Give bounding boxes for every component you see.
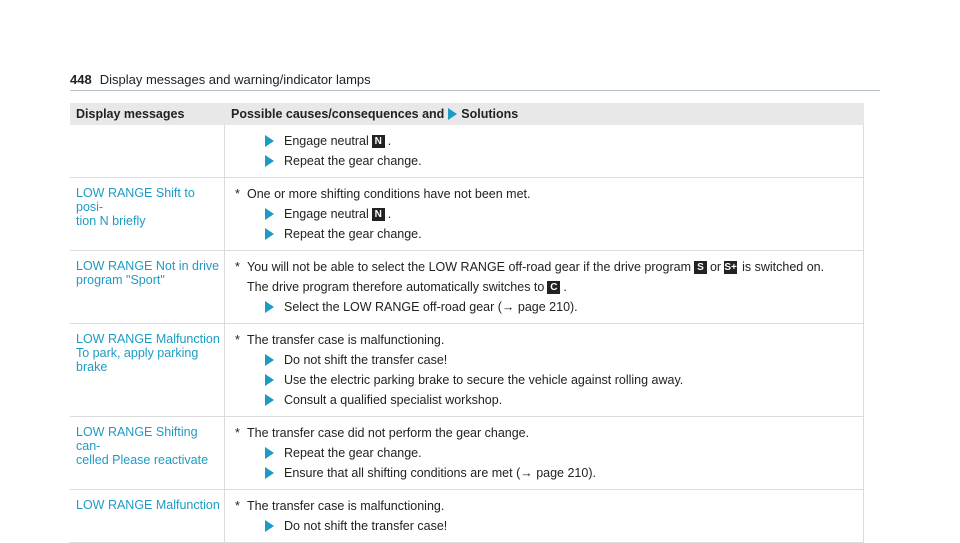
cause-item (235, 277, 857, 297)
arrow-right-icon (265, 155, 274, 167)
solution-item (235, 350, 857, 370)
line-text: or (709, 260, 722, 274)
arrow-right-icon (265, 354, 274, 366)
asterisk-marker: * (235, 333, 240, 347)
line-text: Consult a qualified specialist workshop. (284, 393, 503, 407)
solution-item (235, 443, 857, 463)
line-text: Ensure that all shifting conditions are met (→ page 210). (284, 466, 596, 480)
solution-item (235, 297, 857, 317)
drive-program-key-icon: S (694, 261, 707, 274)
arrow-right-icon (265, 467, 274, 479)
display-message: LOW RANGE Malfunction (70, 490, 225, 542)
arrow-right-icon (265, 394, 274, 406)
solution-item (235, 204, 857, 224)
line-text: The transfer case is malfunctioning. (247, 333, 445, 347)
header-divider (70, 90, 880, 91)
table-row (70, 178, 864, 251)
col-header-causes (225, 107, 864, 121)
table-body (70, 125, 864, 543)
display-message: LOW RANGE Shifting can- celled Please reactivate (70, 417, 225, 489)
solution-item (235, 151, 857, 171)
display-message: LOW RANGE Malfunction To park, apply parking brake (70, 324, 225, 416)
drive-program-key-icon: S+ (724, 261, 737, 273)
display-message (70, 125, 225, 177)
line-text: Engage neutral (284, 134, 369, 148)
table-row (70, 324, 864, 417)
line-text: Engage neutral (284, 207, 369, 221)
line-text: The drive program therefore automatically switches to (247, 280, 545, 294)
line-text: Select the LOW RANGE off-road gear (→ page 210). (284, 300, 578, 314)
arrow-right-icon (265, 208, 274, 220)
causes-solutions-cell (225, 490, 864, 542)
line-text: Repeat the gear change. (284, 227, 422, 241)
arrow-right-icon (448, 108, 457, 120)
causes-solutions-cell (225, 417, 864, 489)
solution-item (235, 516, 857, 536)
arrow-right-icon (265, 520, 274, 532)
col-header-causes-label: Possible causes/consequences and (231, 107, 445, 121)
cause-item (235, 423, 857, 443)
solution-item (235, 224, 857, 244)
table-row (70, 490, 864, 543)
drive-program-key-icon: N (372, 208, 385, 221)
causes-solutions-cell (225, 251, 864, 323)
line-text: . (387, 207, 392, 221)
line-text: Use the electric parking brake to secure the vehicle against rolling away. (284, 373, 684, 387)
line-text: Do not shift the transfer case! (284, 519, 448, 533)
line-text: . (563, 280, 567, 294)
solution-item (235, 370, 857, 390)
line-text: . (387, 134, 392, 148)
line-text: You will not be able to select the LOW RANGE off-road gear if the drive program (247, 260, 691, 274)
line-text: One or more shifting conditions have not been met. (247, 187, 531, 201)
cause-item (235, 184, 857, 204)
cause-item (235, 330, 857, 350)
line-text: The transfer case did not perform the gear change. (247, 426, 530, 440)
asterisk-marker: * (235, 426, 240, 440)
asterisk-marker: * (235, 260, 240, 274)
line-text: Repeat the gear change. (284, 446, 422, 460)
page-number: 448 (70, 72, 92, 87)
line-text: is switched on. (742, 260, 825, 274)
table-header (70, 103, 864, 125)
drive-program-key-icon: C (547, 281, 560, 294)
asterisk-marker: * (235, 499, 240, 513)
display-message: LOW RANGE Shift to posi- tion N briefly (70, 178, 225, 250)
solution-item (235, 131, 857, 151)
causes-solutions-cell (225, 125, 864, 177)
cause-item (235, 496, 857, 516)
causes-solutions-cell (225, 324, 864, 416)
arrow-right-icon (265, 135, 274, 147)
table-row (70, 125, 864, 178)
asterisk-marker: * (235, 187, 240, 201)
arrow-right-icon (265, 301, 274, 313)
col-header-solutions-label: Solutions (461, 107, 519, 121)
line-text: Repeat the gear change. (284, 154, 422, 168)
table-row (70, 251, 864, 324)
cause-item (235, 257, 857, 277)
causes-solutions-cell (225, 178, 864, 250)
page-header-title: Display messages and warning/indicator lamps (99, 72, 371, 87)
arrow-right-icon (265, 447, 274, 459)
drive-program-key-icon: N (372, 135, 385, 148)
solution-item (235, 463, 857, 483)
arrow-right-icon (265, 374, 274, 386)
display-messages-table (70, 103, 864, 543)
page-header (70, 72, 371, 87)
table-row (70, 417, 864, 490)
line-text: The transfer case is malfunctioning. (247, 499, 445, 513)
display-message: LOW RANGE Not in drive program "Sport" (70, 251, 225, 323)
solution-item (235, 390, 857, 410)
arrow-right-icon (265, 228, 274, 240)
line-text: Do not shift the transfer case! (284, 353, 448, 367)
col-header-display-messages: Display messages (76, 107, 185, 121)
